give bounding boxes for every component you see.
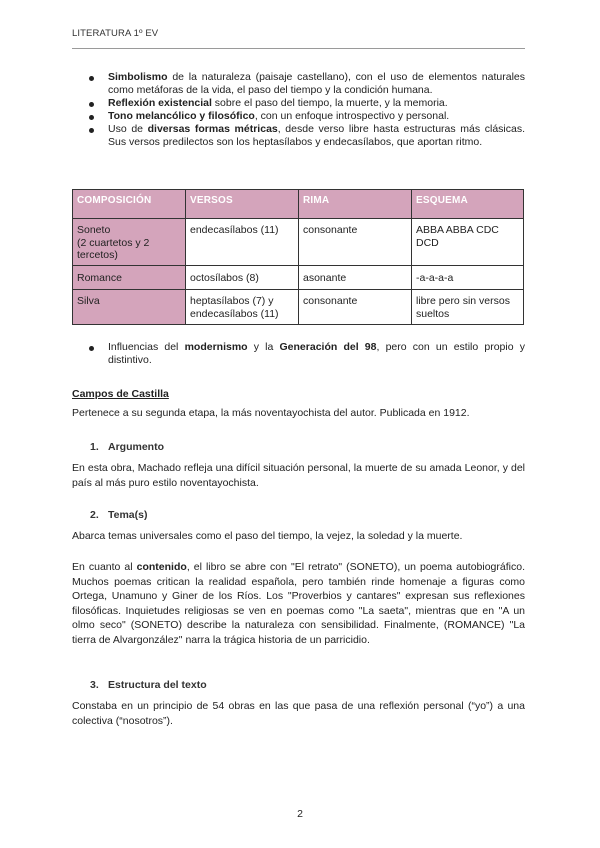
table-row: [73, 219, 524, 266]
cell-versos: endecasílabos (11): [186, 219, 299, 266]
column-header-versos: VERSOS: [186, 190, 299, 219]
list-item-text: , pero con un estilo propio y distintivo.: [108, 341, 525, 366]
cell-composicion-line2: (2 cuartetos y 2 tercetos): [77, 236, 150, 261]
heading-text: Tema(s): [108, 509, 148, 521]
list-item: [72, 97, 525, 110]
cell-versos: heptasílabos (7) y endecasílabos (11): [186, 290, 299, 325]
heading-estructura: [90, 679, 207, 691]
list-item-bold: Tono melancólico y filosófico: [108, 110, 255, 122]
list-item-bold: modernismo: [184, 341, 248, 353]
header-divider: [72, 48, 525, 49]
cell-composicion-line1: Soneto: [77, 224, 111, 236]
heading-text: Argumento: [108, 441, 164, 453]
paragraph-prefix: En cuanto al: [72, 561, 137, 573]
paragraph-text: , el libro se abre con "El retrato" (SONETO), un poema autobiográfico. Muchos poemas critican la realidad española, pero también rinde homenaje a figuras como Ortega, Unamuno y Giner de los Ríos. Los "Proverbios y cantares" expresan sus reflexiones filosóficas. Inquietudes religiosas se ven en poemas como "La saeta", mientras que en "A un olmo seco" (SONETO) describe la naturaleza con sensibilidad. Finalmente, (ROMANCE) "La tierra de Alvargonzález" narra la trágica historia de un parricidio.: [72, 561, 525, 646]
cell-composicion: [73, 219, 186, 266]
page-header: LITERATURA 1º EV: [72, 28, 159, 39]
heading-number: 2.: [90, 509, 99, 521]
list-item: [72, 71, 525, 97]
bullet-icon: [89, 128, 94, 133]
list-item-text: y la: [247, 341, 280, 353]
paragraph-bold: contenido: [136, 561, 187, 573]
cell-composicion: Silva: [73, 290, 186, 325]
paragraph-temas: Abarca temas universales como el paso del tiempo, la vejez, la soledad y la muerte.: [72, 530, 463, 542]
heading-text: Estructura del texto: [108, 679, 207, 691]
cell-rima: consonante: [299, 219, 412, 266]
heading-number: 3.: [90, 679, 99, 691]
bullet-icon: [89, 76, 94, 81]
column-header-composicion: COMPOSICIÓN: [73, 190, 186, 219]
metrics-table: [72, 189, 524, 325]
column-header-rima: RIMA: [299, 190, 412, 219]
list-item-prefix: Influencias del: [108, 341, 185, 353]
cell-esquema: libre pero sin versos sueltos: [412, 290, 524, 325]
list-item: [72, 123, 525, 149]
column-header-esquema: ESQUEMA: [412, 190, 524, 219]
list-item-bold: Reflexión existencial: [108, 97, 212, 109]
list-item-text: de la naturaleza (paisaje castellano), con el uso de elementos naturales como metáforas de la vida, el paso del tiempo y la condición humana.: [108, 71, 525, 96]
cell-esquema: -a-a-a-a: [412, 266, 524, 290]
list-item-text: , desde verso libre hasta estructuras más clásicas. Sus versos predilectos son los heptasílabos y endecasílabos, que aportan ritmo.: [108, 123, 526, 148]
section-intro: Pertenece a su segunda etapa, la más noventayochista del autor. Publicada en 1912.: [72, 407, 470, 419]
bullet-icon: [89, 346, 94, 351]
heading-argumento: [90, 441, 164, 453]
cell-versos: octosílabos (8): [186, 266, 299, 290]
bullet-icon: [89, 102, 94, 107]
table-row: [73, 266, 524, 290]
list-item-bold: Generación del 98: [279, 341, 377, 353]
list-item-bold: Simbolismo: [108, 71, 168, 83]
paragraph-estructura: Constaba en un principio de 54 obras en las que pasa de una reflexión personal (“yo”) a una colectiva (“nosotros”).: [72, 700, 525, 727]
list-item: [72, 341, 525, 367]
table-header-row: [73, 190, 524, 219]
paragraph-contenido: [72, 560, 525, 647]
influences-list: [72, 341, 525, 367]
section-title: Campos de Castilla: [72, 388, 169, 400]
cell-rima: consonante: [299, 290, 412, 325]
list-item-text: , con un enfoque introspectivo y personal.: [254, 110, 450, 122]
cell-esquema: ABBA ABBA CDC DCD: [412, 219, 524, 266]
page-number: 2: [297, 808, 303, 820]
cell-composicion: Romance: [73, 266, 186, 290]
list-item-bold: diversas formas métricas: [147, 123, 278, 135]
list-item-text: sobre el paso del tiempo, la muerte, y la memoria.: [211, 97, 448, 109]
heading-temas: [90, 509, 147, 521]
paragraph-argumento: En esta obra, Machado refleja una difícil situación personal, la muerte de su amada Leonor, y del país al más puro estilo noventayochista.: [72, 462, 525, 489]
bullet-icon: [89, 115, 94, 120]
heading-number: 1.: [90, 441, 99, 453]
feature-list: [72, 71, 525, 149]
list-item-prefix: Uso de: [108, 123, 148, 135]
list-item: [72, 110, 525, 123]
cell-rima: asonante: [299, 266, 412, 290]
table-row: [73, 290, 524, 325]
